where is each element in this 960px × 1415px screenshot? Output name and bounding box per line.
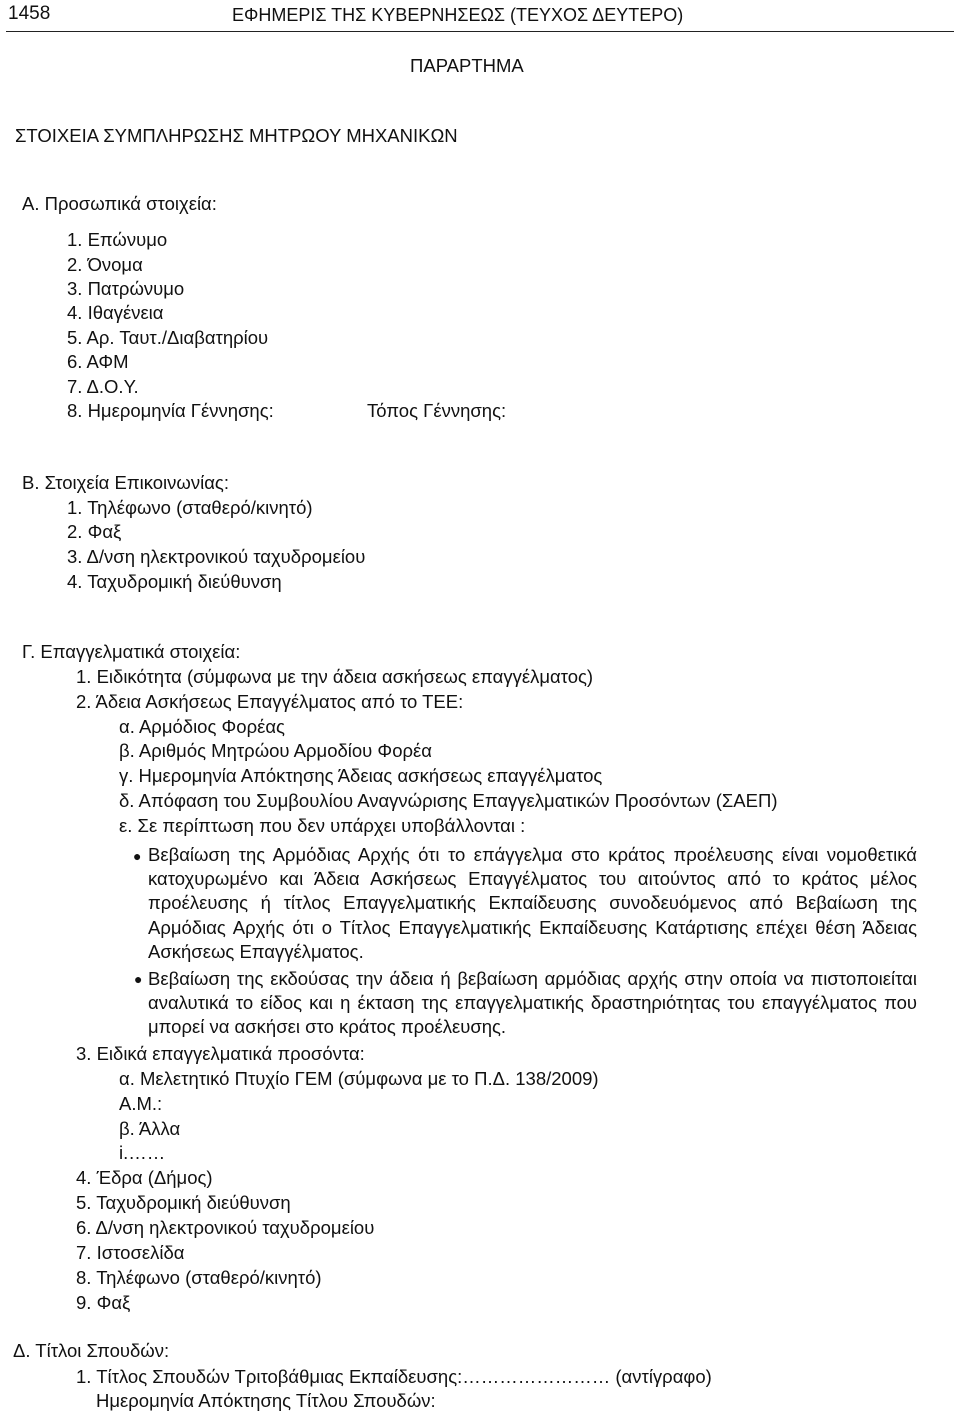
bullet-icon: ● — [134, 971, 143, 987]
section-c-subitem: ε. Σε περίπτωση που δεν υπάρχει υποβάλλονται : — [119, 815, 526, 836]
section-d-heading: Δ. Τίτλοι Σπουδών: — [13, 1340, 170, 1361]
section-a-item: 2. Όνομα — [67, 254, 143, 275]
section-d-item: 1. Τίτλος Σπουδών Τριτοβάθμιας Εκπαίδευσης:…………………… (αντίγραφο) — [76, 1366, 712, 1387]
section-b-item: 3. Δ/νση ηλεκτρονικού ταχυδρομείου — [67, 546, 366, 567]
section-c-subitem: γ. Ημερομηνία Απόκτησης Άδειας ασκήσεως επαγγέλματος — [119, 765, 603, 786]
section-a-item: 8. Ημερομηνία Γέννησης: — [67, 400, 274, 421]
section-c-item: 1. Ειδικότητα (σύμφωνα με την άδεια ασκήσεως επαγγέλματος) — [76, 666, 594, 687]
section-a-item: 3. Πατρώνυμο — [67, 278, 185, 299]
section-c-subitem: δ. Απόφαση του Συμβουλίου Αναγνώρισης Επαγγελματικών Προσόντων (ΣΑΕΠ) — [119, 790, 778, 811]
section-a-item: 6. ΑΦΜ — [67, 351, 129, 372]
section-b-item: 4. Ταχυδρομική διεύθυνση — [67, 571, 282, 592]
section-b-item: 2. Φαξ — [67, 521, 122, 542]
section-c-item: 7. Ιστοσελίδα — [76, 1242, 185, 1263]
section-c-item: 6. Δ/νση ηλεκτρονικού ταχυδρομείου — [76, 1217, 375, 1238]
section-c-subitem: β. Αριθμός Μητρώου Αρμοδίου Φορέα — [119, 740, 432, 761]
annex-title: ΠΑΡΑΡΤΗΜΑ — [410, 55, 524, 76]
bullet-paragraph: Βεβαίωση της εκδούσας την άδεια ή βεβαίωση αρμόδιας αρχής στην οποία να πιστοποιείται αναλυτικά το είδος και η έκταση της επαγγελματικής δραστηριότητας του επαγγέλματος που μπορεί να ασκήσει στο κράτος προέλευσης. — [148, 968, 917, 1038]
page-number: 1458 — [8, 3, 51, 24]
section-c-heading: Γ. Επαγγελματικά στοιχεία: — [22, 641, 241, 662]
section-a-item: 4. Ιθαγένεια — [67, 302, 164, 323]
section-c-item: 9. Φαξ — [76, 1292, 131, 1313]
section-a-item: 1. Επώνυμο — [67, 229, 168, 250]
section-c-item: 5. Ταχυδρομική διεύθυνση — [76, 1192, 291, 1213]
gazette-title: ΕΦΗΜΕΡΙΣ ΤΗΣ ΚΥΒΕΡΝΗΣΕΩΣ (ΤΕΥΧΟΣ ΔΕΥΤΕΡΟ) — [232, 5, 684, 25]
section-a-item: 7. Δ.Ο.Υ. — [67, 376, 139, 397]
section-a-item: 5. Αρ. Ταυτ./Διαβατηρίου — [67, 327, 269, 348]
section-c-item: 8. Τηλέφωνο (σταθερό/κινητό) — [76, 1267, 322, 1288]
header-rule — [6, 31, 954, 32]
section-b-item: 1. Τηλέφωνο (σταθερό/κινητό) — [67, 497, 313, 518]
section-a-heading: Α. Προσωπικά στοιχεία: — [22, 193, 217, 214]
section-d-item-date: Ημερομηνία Απόκτησης Τίτλου Σπουδών: — [96, 1390, 436, 1411]
section-c-subitem: β. Άλλα — [119, 1118, 181, 1139]
section-c-subitem: α. Αρμόδιος Φορέας — [119, 716, 285, 737]
section-c-subitem: i.…… — [119, 1142, 166, 1163]
birthplace-label: Τόπος Γέννησης: — [367, 400, 507, 421]
doc-title: ΣΤΟΙΧΕΙΑ ΣΥΜΠΛΗΡΩΣΗΣ ΜΗΤΡΩΟΥ ΜΗΧΑΝΙΚΩΝ — [15, 125, 458, 146]
section-c-item: 4. Έδρα (Δήμος) — [76, 1167, 213, 1188]
section-b-heading: Β. Στοιχεία Επικοινωνίας: — [22, 472, 229, 493]
bullet-icon: ● — [133, 848, 142, 864]
section-c-item: 2. Άδεια Ασκήσεως Επαγγέλματος από το ΤΕΕ: — [76, 691, 464, 712]
bullet-paragraph: Βεβαίωση της Αρμόδιας Αρχής ότι το επάγγελμα στο κράτος προέλευσης είναι νομοθετικά κατοχυρωμένο και Άδεια Ασκήσεως Επαγγέλματος του αιτούντος από το κράτος μέλος προέλευσης ή τίτλος Επαγγελματικής Εκπαίδευσης συνοδευόμενος από Βεβαίωση της Αρμόδιας Αρχής ότι ο Τίτλος Επαγγελματικής Εκπαίδευσης Κατάρτισης επέχει θέση Άδειας Ασκήσεως Επαγγέλματος. — [148, 844, 917, 962]
section-c-item: 3. Ειδικά επαγγελματικά προσόντα: — [76, 1043, 365, 1064]
section-c-subitem: α. Μελετητικό Πτυχίο ΓΕΜ (σύμφωνα με το Π.Δ. 138/2009) — [119, 1068, 599, 1089]
section-c-subitem: Α.Μ.: — [119, 1093, 163, 1114]
